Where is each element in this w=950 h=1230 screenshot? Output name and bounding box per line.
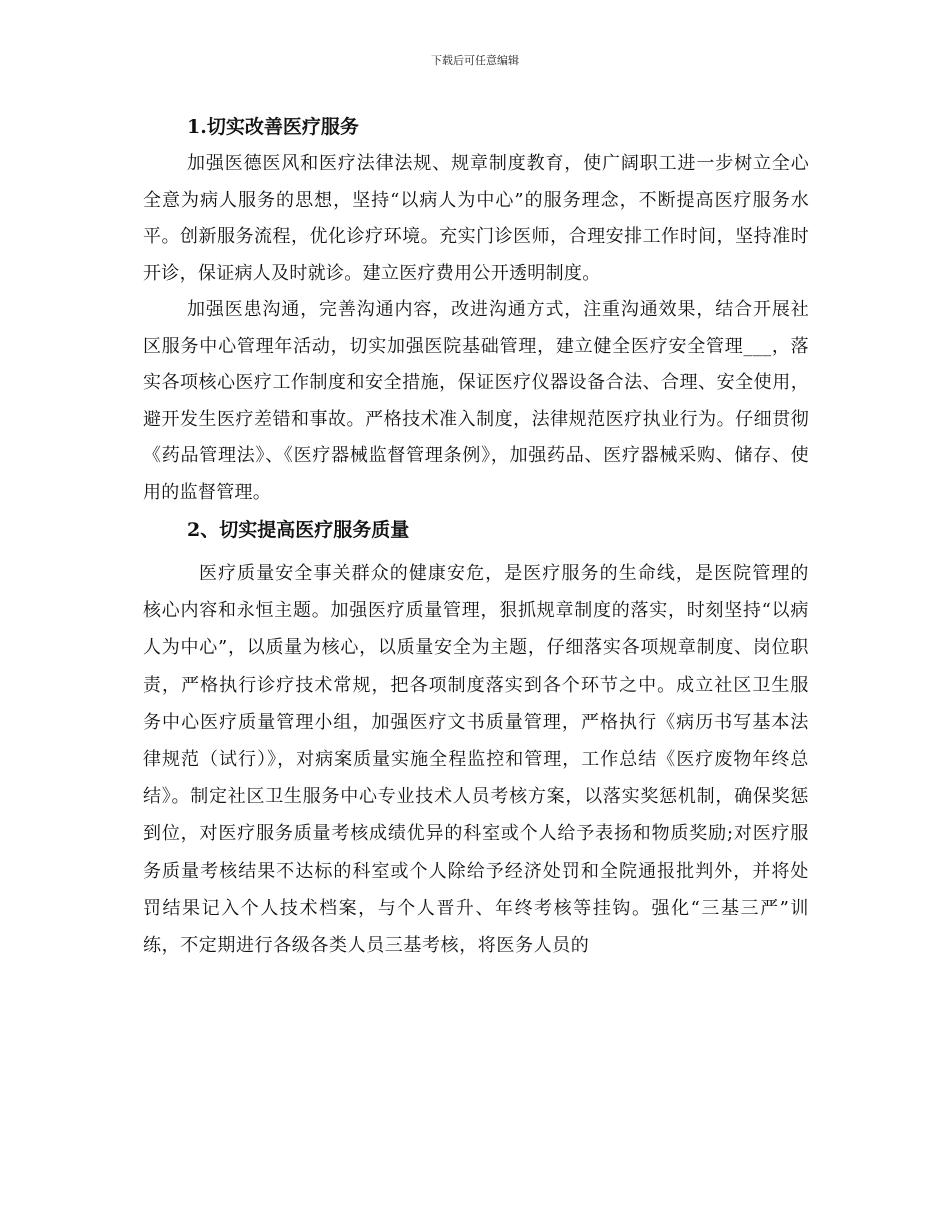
section-heading-2: 2、切实提高医疗服务质量 <box>187 519 410 541</box>
page-header: 下载后可任意编辑 <box>431 54 519 67</box>
paragraph-3: 医疗质量安全事关群众的健康安危，是医疗服务的生命线，是医院管理的核心内容和永恒主题。加强医疗质量管理，狠抓规章制度的落实，时刻坚持“以病人为中心”，以质量为核心，以质量安全为主题，仔细落实各项规章制度、岗位职责，严格执行诊疗技术常规，把各项制度落实到各个环节之中。成立社区卫生服务中心医疗质量管理小组，加强医疗文书质量管理，严格执行《病历书写基本法律规范（试行）》，对病案质量实施全程监控和管理，工作总结《医疗废物年终总结》。制定社区卫生服务中心专业技术人员考核方案，以落实奖惩机制，确保奖惩到位，对医疗服务质量考核成绩优异的科室或个人给予表扬和物质奖励;对医疗服务质量考核结果不达标的科室或个人除给予经济处罚和全院通报批判外，并将处罚结果记入个人技术档案，与个人晋升、年终考核等挂钩。强化“三基三严”训练，不定期进行各级各类人员三基考核，将医务人员的 <box>143 563 809 957</box>
section-heading-1: 1.切实改善医疗服务 <box>187 116 359 138</box>
paragraph-1: 加强医德医风和医疗法律法规、规章制度教育，使广阔职工进一步树立全心全意为病人服务的思想，坚持“以病人为中心”的服务理念，不断提高医疗服务水平。创新服务流程，优化诊疗环境。充实门诊医师，合理安排工作时间，坚持准时开诊，保证病人及时就诊。建立医疗费用公开透明制度。 <box>143 153 809 284</box>
document-body <box>143 108 809 964</box>
paragraph-2: 加强医患沟通，完善沟通内容，改进沟通方式，注重沟通效果，结合开展社区服务中心管理年活动，切实加强医院基础管理，建立健全医疗安全管理___，落实各项核心医疗工作制度和安全措施，保证医疗仪器设备合法、合理、安全使用，避开发生医疗差错和事故。严格技术准入制度，法律规范医疗执业行为。仔细贯彻《药品管理法》、《医疗器械监督管理条例》，加强药品、医疗器械采购、储存、使用的监督管理。 <box>143 299 809 503</box>
